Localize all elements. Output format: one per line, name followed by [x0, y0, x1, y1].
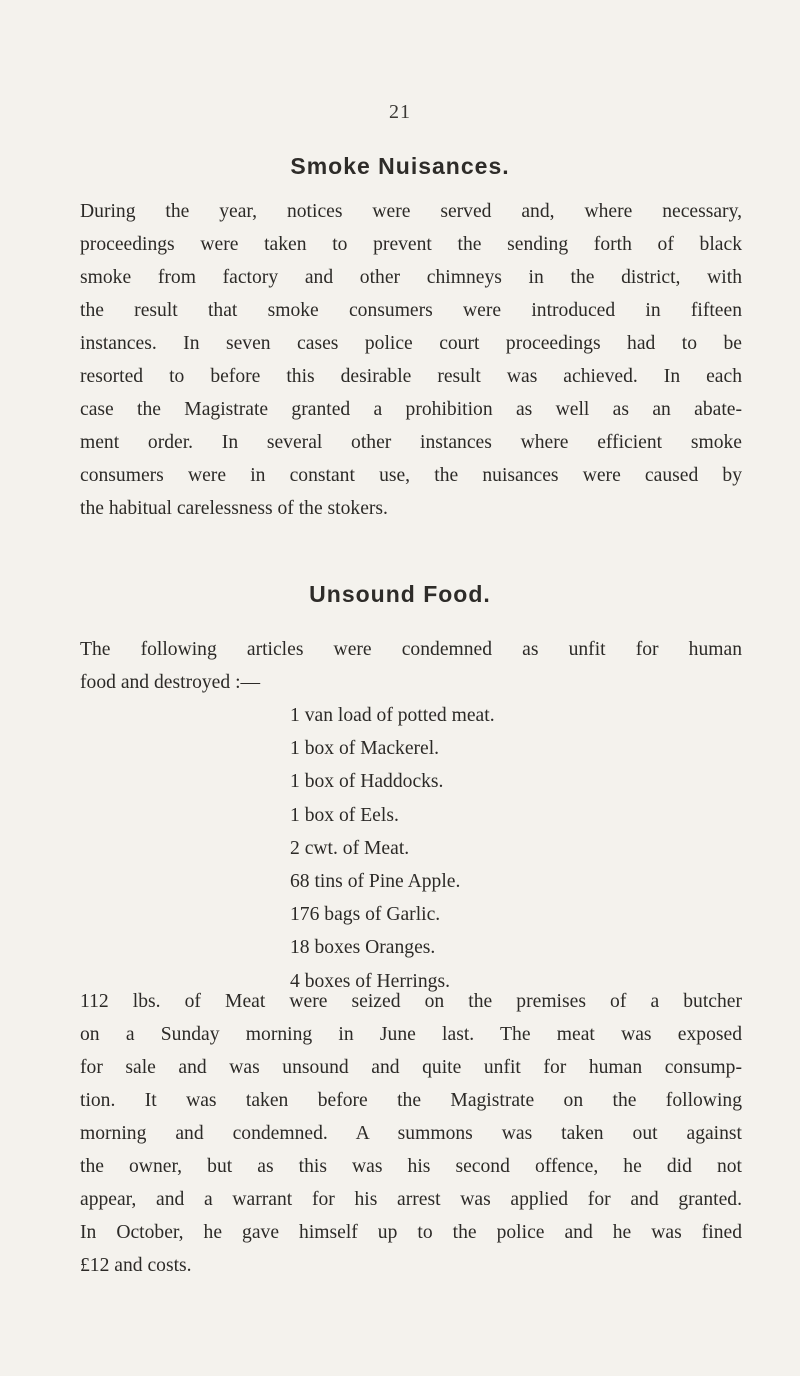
paragraph-line: proceedings were taken to prevent the sending forth of black [80, 234, 742, 255]
paragraph-line: ment order. In several other instances where efficient smoke [80, 432, 742, 453]
paragraph-line: morning and condemned. A summons was taken out against [80, 1123, 742, 1144]
paragraph-line: instances. In seven cases police court proceedings had to be [80, 333, 742, 354]
paragraph-line: During the year, notices were served and, where necessary, [80, 201, 742, 222]
list-item: 2 cwt. of Meat. [290, 837, 410, 859]
paragraph-line: tion. It was taken before the Magistrate on the following [80, 1090, 742, 1111]
paragraph-line: on a Sunday morning in June last. The meat was exposed [80, 1024, 742, 1045]
paragraph-line: smoke from factory and other chimneys in the district, with [80, 267, 742, 288]
unsound-food-intro [80, 633, 742, 699]
list-item: 68 tins of Pine Apple. [290, 871, 461, 893]
paragraph-line: case the Magistrate granted a prohibition as well as an abate- [80, 399, 742, 420]
seized-meat-paragraph [80, 985, 742, 1282]
smoke-nuisances-heading: Smoke Nuisances. [290, 153, 510, 179]
paragraph-line: for sale and was unsound and quite unfit for human consump- [80, 1057, 742, 1078]
smoke-nuisances-paragraph [80, 195, 742, 525]
paragraph-line: The following articles were condemned as unfit for human [80, 639, 742, 660]
paragraph-line: the habitual carelessness of the stokers. [80, 498, 388, 519]
paragraph-line: £12 and costs. [80, 1255, 192, 1276]
list-item: 1 box of Eels. [290, 804, 399, 826]
paragraph-line: the result that smoke consumers were introduced in fifteen [80, 300, 742, 321]
paragraph-line: food and destroyed :— [80, 672, 261, 693]
paragraph-line: resorted to before this desirable result was achieved. In each [80, 366, 742, 387]
paragraph-line: the owner, but as this was his second offence, he did not [80, 1156, 742, 1177]
list-item: 1 box of Haddocks. [290, 771, 444, 793]
list-item: 18 boxes Oranges. [290, 937, 436, 959]
page-number: 21 [389, 101, 411, 123]
paragraph-line: appear, and a warrant for his arrest was applied for and granted. [80, 1189, 742, 1210]
list-item: 4 boxes of Herrings. [290, 970, 450, 992]
condemned-items-list [290, 699, 495, 998]
unsound-food-heading: Unsound Food. [309, 581, 491, 607]
list-item: 1 van load of potted meat. [290, 705, 495, 726]
paragraph-line: In October, he gave himself up to the police and he was fined [80, 1222, 742, 1243]
paragraph-line: 112 lbs. of Meat were seized on the premises of a butcher [80, 991, 742, 1012]
paragraph-line: consumers were in constant use, the nuisances were caused by [80, 465, 742, 486]
list-item: 176 bags of Garlic. [290, 904, 441, 926]
list-item: 1 box of Mackerel. [290, 738, 440, 760]
